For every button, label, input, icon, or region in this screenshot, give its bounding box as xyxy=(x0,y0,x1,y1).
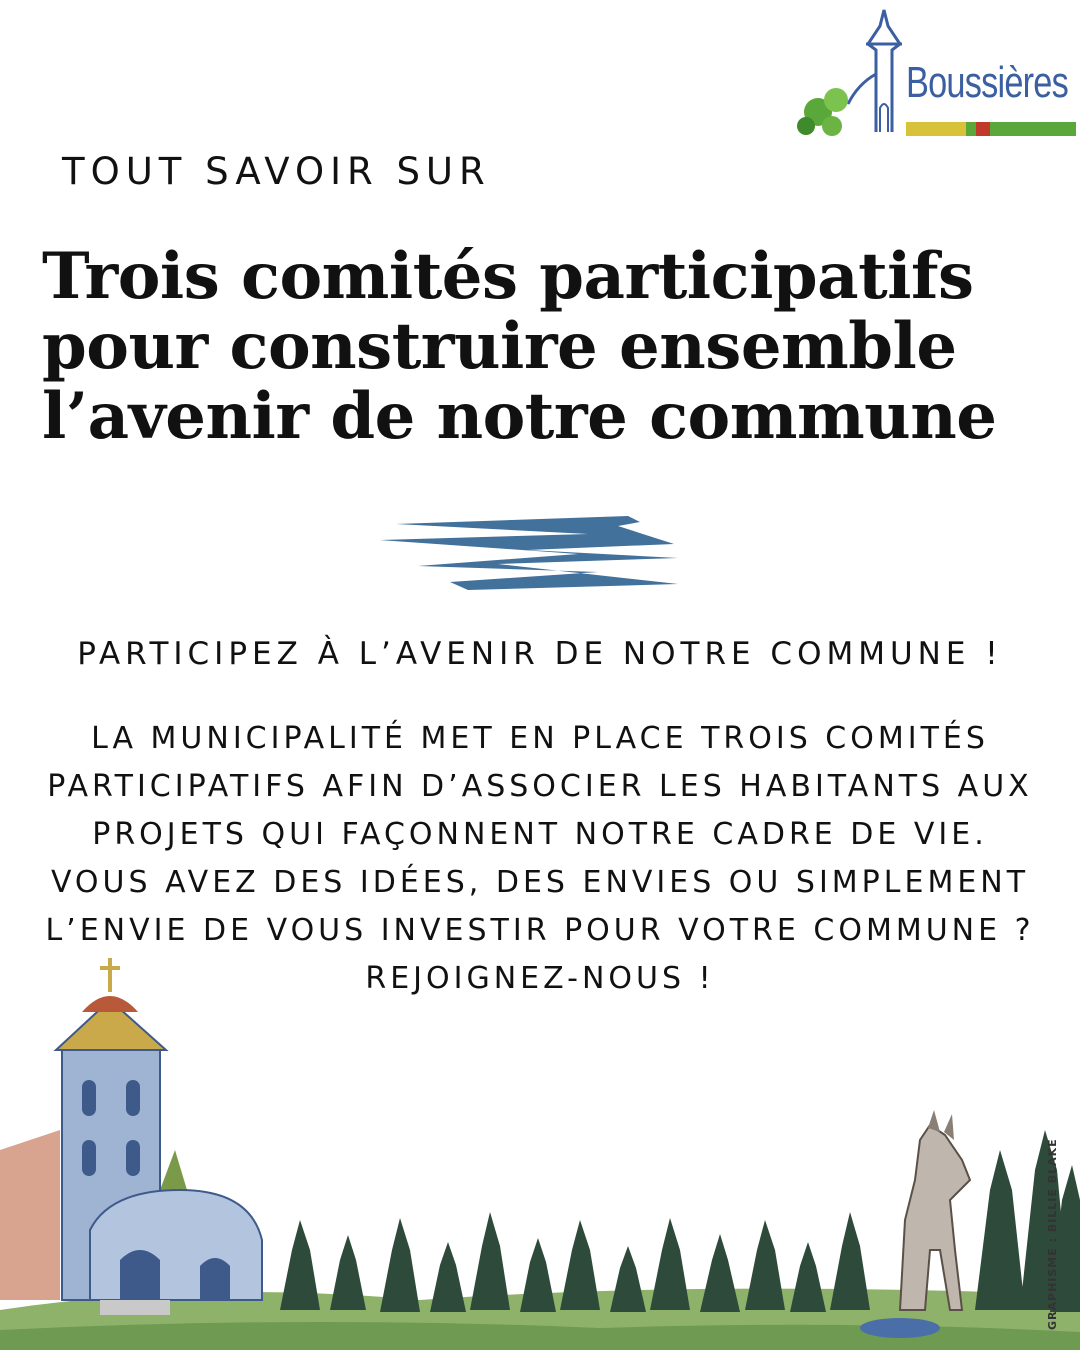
body-line: REJOIGNEZ-NOUS ! xyxy=(365,961,715,996)
body-line: L’ENVIE DE VOUS INVESTIR POUR VOTRE COMMUNE ? xyxy=(45,913,1035,948)
illustration-credit: GRAPHISME : BILLIE BLAKE xyxy=(1046,1138,1059,1330)
title-line: l’avenir de notre commune xyxy=(42,379,997,454)
kicker-text: TOUT SAVOIR SUR xyxy=(62,150,491,193)
title-line: Trois comités participatifs xyxy=(42,239,974,314)
boussieres-logo xyxy=(788,4,1078,144)
church-icon xyxy=(0,958,262,1315)
village-landscape-illustration xyxy=(0,950,1080,1350)
subheading: PARTICIPEZ À L’AVENIR DE NOTRE COMMUNE ! xyxy=(77,636,1003,672)
body-line: VOUS AVEZ DES IDÉES, DES ENVIES OU SIMPLEMENT xyxy=(50,865,1030,900)
title-line: pour construire ensemble xyxy=(42,309,957,384)
page-title xyxy=(42,239,1062,454)
body-line: PROJETS QUI FAÇONNENT NOTRE CADRE DE VIE. xyxy=(92,817,988,852)
brush-stroke-divider xyxy=(378,510,688,600)
body-line: LA MUNICIPALITÉ MET EN PLACE TROIS COMITÉS xyxy=(91,721,989,756)
logo-wordmark: Boussières xyxy=(906,58,1068,107)
body-line: PARTICIPATIFS AFIN D’ASSOCIER LES HABITANTS AUX xyxy=(47,769,1033,804)
